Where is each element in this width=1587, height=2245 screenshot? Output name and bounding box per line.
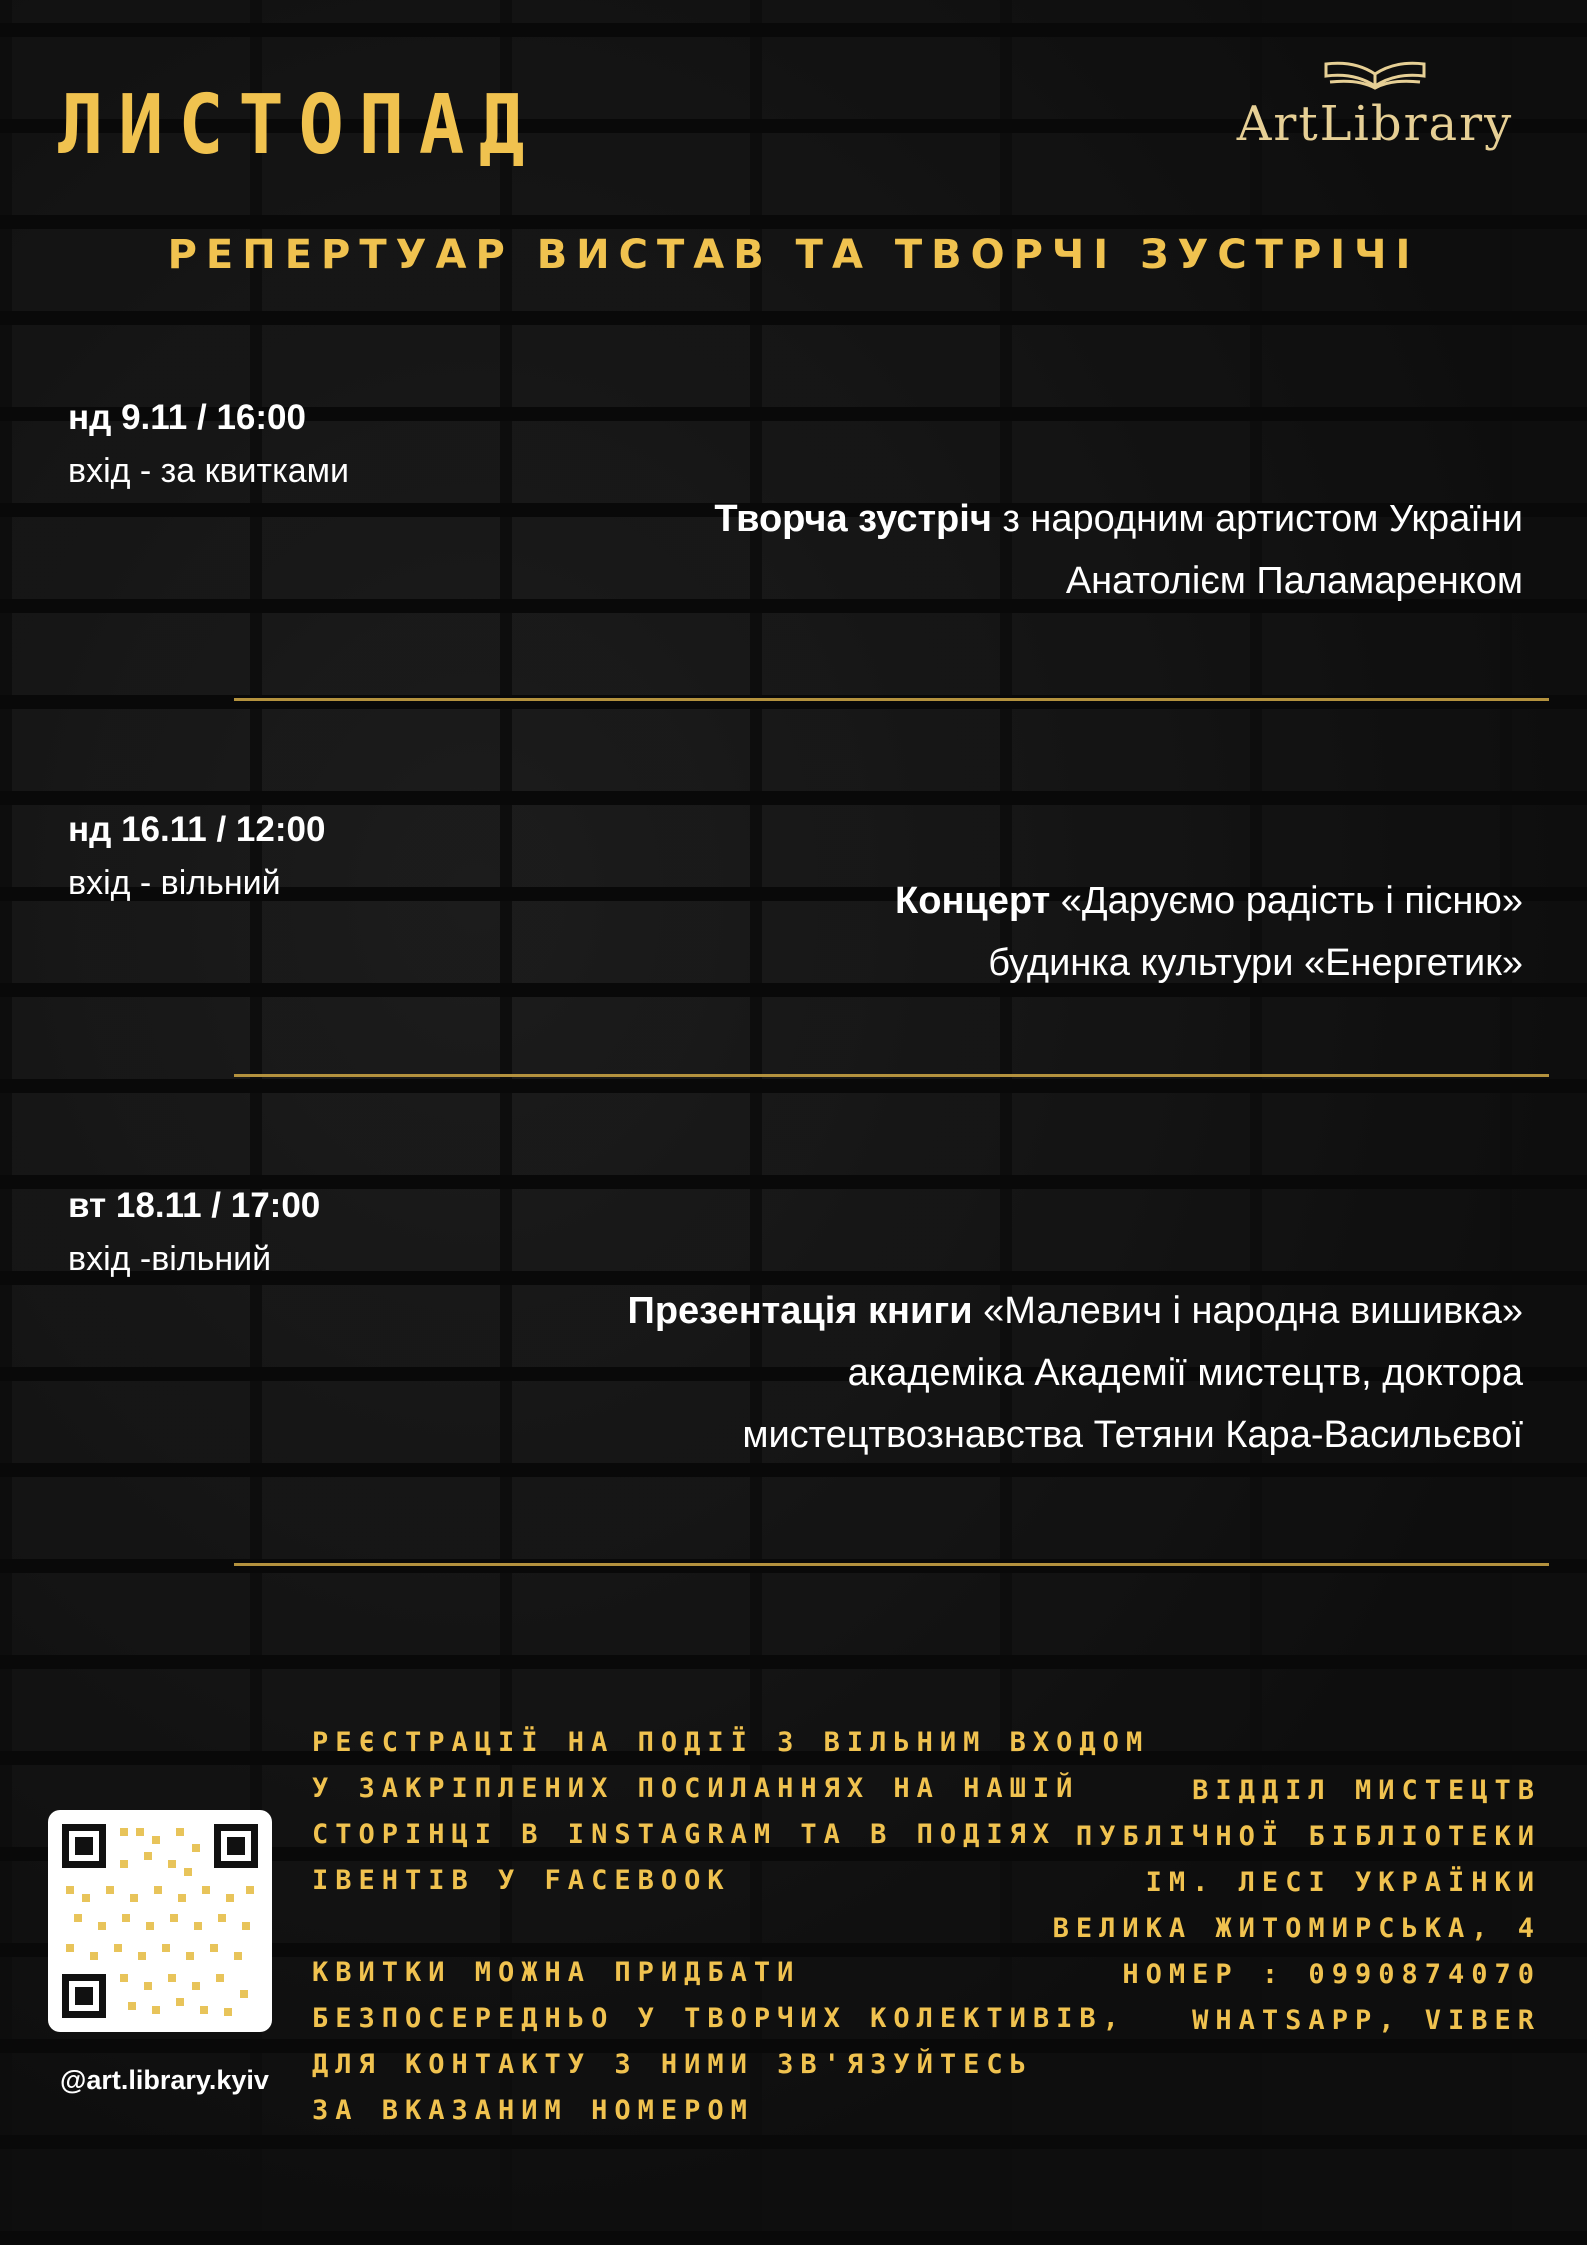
- subtitle: РЕПЕРТУАР ВИСТАВ ТА ТВОРЧІ ЗУСТРІЧІ: [167, 232, 1420, 278]
- event-date: вт 18.11 / 17:00: [68, 1186, 321, 1225]
- event-description-2: [523, 870, 1523, 994]
- contact-line: ПУБЛІЧНОЇ БІБЛІОТЕКИ: [1075, 1821, 1541, 1852]
- event-type: Творча зустріч: [714, 498, 992, 540]
- event-line-1: [523, 1280, 1523, 1342]
- logo: [1215, 56, 1535, 152]
- event-line-2: Анатолієм Паламаренком: [1065, 560, 1523, 602]
- phone-number: НОМЕР : 0990874070: [1122, 1959, 1541, 1990]
- event-entry: вхід - за квитками: [68, 452, 350, 490]
- event-line-rest: «Даруємо радість і пісню»: [1050, 880, 1523, 922]
- tickets-line: ЗА ВКАЗАНИМ НОМЕРОМ: [312, 2095, 754, 2126]
- event-entry: вхід -вільний: [68, 1240, 272, 1278]
- tickets-line: ДЛЯ КОНТАКТУ З НИМИ ЗВ'ЯЗУЙТЕСЬ: [312, 2049, 1033, 2080]
- contact-line: ВЕЛИКА ЖИТОМИРСЬКА, 4: [1052, 1913, 1541, 1944]
- tickets-line: БЕЗПОСЕРЕДНЬО У ТВОРЧИХ КОЛЕКТИВІВ,: [312, 2003, 1126, 2034]
- registration-info: [312, 1720, 1149, 2134]
- logo-text: ArtLibrary: [1236, 96, 1514, 152]
- event-line-rest: «Малевич і народна вишивка»: [972, 1290, 1523, 1332]
- registration-line: ІВЕНТІВ У FACEBOOK: [312, 1865, 731, 1896]
- event-type: Презентація книги: [627, 1290, 973, 1332]
- event-line-1: [523, 488, 1523, 550]
- event-line-2: будинка культури «Енергетик»: [988, 942, 1523, 984]
- contact-info: [1053, 1768, 1541, 2044]
- event-date: нд 9.11 / 16:00: [68, 398, 306, 437]
- registration-line: У ЗАКРІПЛЕНИХ ПОСИЛАННЯХ НА НАШІЙ: [312, 1773, 1080, 1804]
- tickets-line: КВИТКИ МОЖНА ПРИДБАТИ: [312, 1957, 801, 1988]
- contact-line: ІМ. ЛЕСІ УКРАЇНКИ: [1145, 1867, 1541, 1898]
- registration-line: РЕЄСТРАЦІЇ НА ПОДІЇ З ВІЛЬНИМ ВХОДОМ: [312, 1727, 1150, 1758]
- event-entry: вхід - вільний: [68, 864, 281, 902]
- event-when-1: [68, 398, 349, 491]
- event-line-3: мистецтвознавства Тетяни Кара-Васильєвої: [742, 1414, 1523, 1456]
- event-line-2: академіка Академії мистецтв, доктора: [847, 1352, 1523, 1394]
- event-description-3: [523, 1280, 1523, 1466]
- qr-code[interactable]: [48, 1810, 272, 2032]
- event-line-rest: з народним артистом України: [991, 498, 1523, 540]
- contact-line: WHATSAPP, VIBER: [1192, 2005, 1541, 2036]
- event-date: нд 16.11 / 12:00: [68, 810, 326, 849]
- divider: [234, 1074, 1549, 1077]
- poster-title: ЛИСТОПАД: [58, 78, 540, 173]
- event-type: Концерт: [895, 880, 1051, 922]
- qr-code-icon: [48, 1810, 272, 2032]
- event-when-3: [68, 1186, 320, 1279]
- event-description-1: [523, 488, 1523, 612]
- divider: [234, 1563, 1549, 1566]
- divider: [234, 698, 1549, 701]
- event-line-1: [523, 870, 1523, 932]
- open-book-icon: [1320, 56, 1430, 90]
- registration-line: СТОРІНЦІ В INSTAGRAM ТА В ПОДІЯХ: [312, 1819, 1057, 1850]
- contact-line: ВІДДІЛ МИСТЕЦТВ: [1192, 1775, 1541, 1806]
- event-when-2: [68, 810, 325, 903]
- social-handle[interactable]: @art.library.kyiv: [60, 2065, 269, 2095]
